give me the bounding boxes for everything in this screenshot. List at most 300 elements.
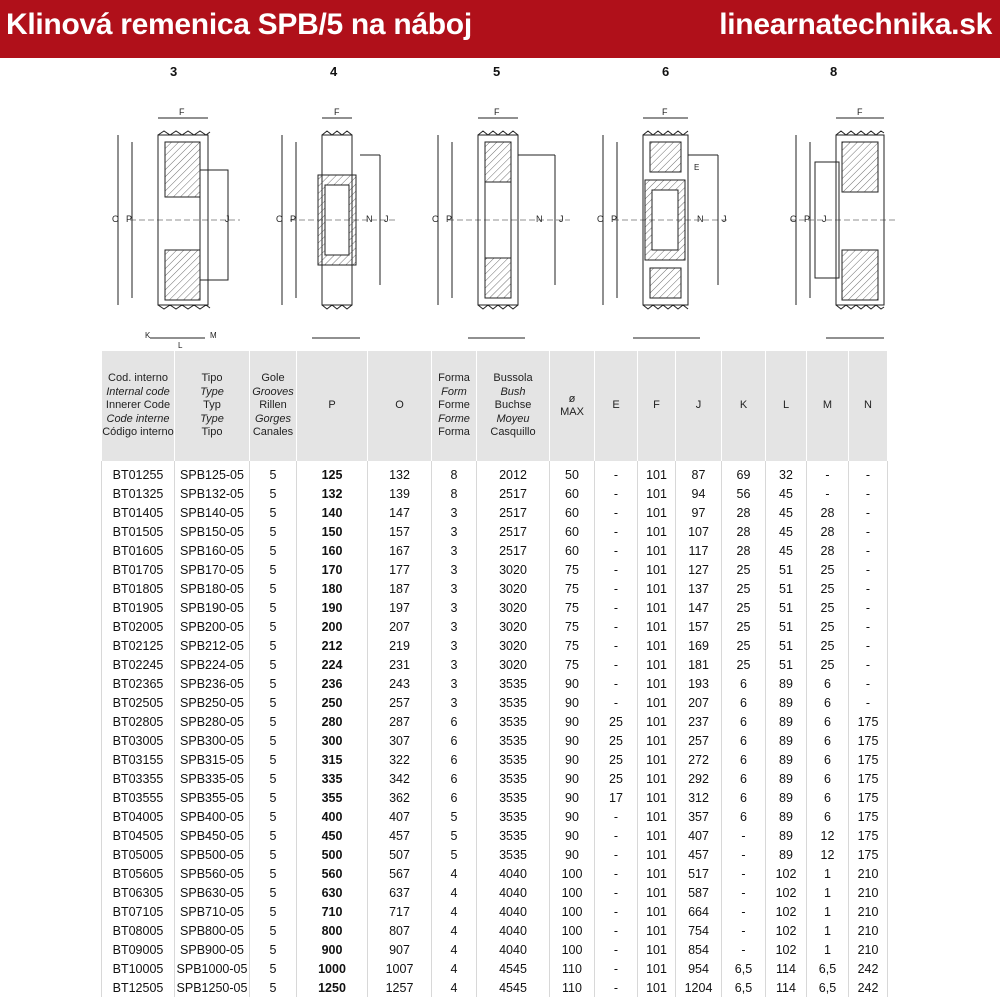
- cell-e: -: [595, 484, 638, 503]
- cell-type: SPB355-05: [175, 788, 250, 807]
- table-row: [102, 484, 888, 503]
- cell-n: -: [849, 636, 888, 655]
- cell-m: 25: [807, 579, 849, 598]
- cell-max: 75: [550, 560, 595, 579]
- cell-f: 101: [638, 655, 676, 674]
- cell-p: 250: [297, 693, 368, 712]
- cell-p: 355: [297, 788, 368, 807]
- cell-o: 322: [368, 750, 432, 769]
- cell-e: 25: [595, 750, 638, 769]
- header-bush: Bussola Bush Buchse Moyeu Casquillo: [477, 351, 550, 461]
- cell-j: 292: [676, 769, 722, 788]
- cell-f: 101: [638, 845, 676, 864]
- dim-label-f-form-4: F: [334, 107, 340, 117]
- cell-code: BT01905: [102, 598, 175, 617]
- cell-grooves: 5: [250, 579, 297, 598]
- cell-k: -: [722, 902, 766, 921]
- header-o: O: [368, 351, 432, 461]
- cell-e: -: [595, 978, 638, 997]
- header-k: K: [722, 351, 766, 461]
- cell-k: 6: [722, 712, 766, 731]
- cell-code: BT02125: [102, 636, 175, 655]
- cell-o: 362: [368, 788, 432, 807]
- cell-e: 25: [595, 769, 638, 788]
- cell-f: 101: [638, 579, 676, 598]
- cell-m: 28: [807, 522, 849, 541]
- cell-n: -: [849, 503, 888, 522]
- cell-o: 907: [368, 940, 432, 959]
- cell-j: 117: [676, 541, 722, 560]
- table-row: [102, 940, 888, 959]
- cell-grooves: 5: [250, 902, 297, 921]
- cell-max: 110: [550, 959, 595, 978]
- drawing-form-3: [118, 118, 240, 338]
- cell-max: 60: [550, 541, 595, 560]
- cell-e: 25: [595, 731, 638, 750]
- cell-o: 807: [368, 921, 432, 940]
- cell-m: 6: [807, 750, 849, 769]
- cell-k: 28: [722, 541, 766, 560]
- cell-e: -: [595, 883, 638, 902]
- cell-j: 954: [676, 959, 722, 978]
- cell-e: -: [595, 598, 638, 617]
- cell-p: 160: [297, 541, 368, 560]
- dim-label-j-form-8: J: [822, 214, 827, 224]
- cell-m: -: [807, 484, 849, 503]
- cell-bush: 3535: [477, 693, 550, 712]
- cell-grooves: 5: [250, 921, 297, 940]
- cell-l: 51: [766, 617, 807, 636]
- cell-form: 6: [432, 769, 477, 788]
- cell-o: 177: [368, 560, 432, 579]
- cell-m: 28: [807, 541, 849, 560]
- cell-max: 100: [550, 940, 595, 959]
- cell-l: 89: [766, 769, 807, 788]
- cell-max: 75: [550, 655, 595, 674]
- cell-p: 236: [297, 674, 368, 693]
- cell-max: 75: [550, 579, 595, 598]
- table-row: [102, 636, 888, 655]
- cell-o: 231: [368, 655, 432, 674]
- cell-code: BT04005: [102, 807, 175, 826]
- cell-max: 90: [550, 807, 595, 826]
- cell-grooves: 5: [250, 769, 297, 788]
- cell-p: 560: [297, 864, 368, 883]
- cell-e: -: [595, 541, 638, 560]
- cell-code: BT05605: [102, 864, 175, 883]
- cell-form: 3: [432, 693, 477, 712]
- table-row: [102, 978, 888, 997]
- cell-p: 900: [297, 940, 368, 959]
- cell-p: 1250: [297, 978, 368, 997]
- cell-l: 51: [766, 579, 807, 598]
- cell-type: SPB400-05: [175, 807, 250, 826]
- cell-bush: 2517: [477, 484, 550, 503]
- cell-m: 25: [807, 636, 849, 655]
- cell-p: 335: [297, 769, 368, 788]
- cell-bush: 3020: [477, 617, 550, 636]
- cell-f: 101: [638, 959, 676, 978]
- cell-f: 101: [638, 465, 676, 484]
- cell-grooves: 5: [250, 959, 297, 978]
- cell-j: 664: [676, 902, 722, 921]
- cell-n: 175: [849, 769, 888, 788]
- header-j: J: [676, 351, 722, 461]
- cell-f: 101: [638, 921, 676, 940]
- header-f: F: [638, 351, 676, 461]
- cell-o: 637: [368, 883, 432, 902]
- cell-type: SPB300-05: [175, 731, 250, 750]
- cell-m: 25: [807, 617, 849, 636]
- cell-e: -: [595, 655, 638, 674]
- cell-m: 6,5: [807, 978, 849, 997]
- cell-type: SPB180-05: [175, 579, 250, 598]
- cell-code: BT01705: [102, 560, 175, 579]
- cell-max: 90: [550, 712, 595, 731]
- cell-p: 200: [297, 617, 368, 636]
- cell-k: -: [722, 921, 766, 940]
- cell-type: SPB150-05: [175, 522, 250, 541]
- cell-l: 89: [766, 826, 807, 845]
- cell-max: 100: [550, 864, 595, 883]
- cell-code: BT03555: [102, 788, 175, 807]
- cell-j: 754: [676, 921, 722, 940]
- cell-grooves: 5: [250, 693, 297, 712]
- cell-p: 224: [297, 655, 368, 674]
- cell-code: BT01405: [102, 503, 175, 522]
- cell-f: 101: [638, 522, 676, 541]
- header-code: Cod. interno Internal code Innerer Code Code interne Código interno: [102, 351, 175, 461]
- cell-j: 357: [676, 807, 722, 826]
- cell-f: 101: [638, 940, 676, 959]
- cell-p: 132: [297, 484, 368, 503]
- cell-n: -: [849, 617, 888, 636]
- cell-form: 6: [432, 750, 477, 769]
- cell-j: 257: [676, 731, 722, 750]
- cell-l: 102: [766, 864, 807, 883]
- cell-max: 100: [550, 902, 595, 921]
- cell-o: 147: [368, 503, 432, 522]
- cell-bush: 2012: [477, 465, 550, 484]
- cell-grooves: 5: [250, 674, 297, 693]
- cell-f: 101: [638, 731, 676, 750]
- cell-code: BT01255: [102, 465, 175, 484]
- dim-label-j-form-5: J: [559, 214, 564, 224]
- cell-e: -: [595, 959, 638, 978]
- cell-form: 6: [432, 788, 477, 807]
- cell-n: -: [849, 484, 888, 503]
- cell-e: 17: [595, 788, 638, 807]
- cell-p: 800: [297, 921, 368, 940]
- cell-p: 1000: [297, 959, 368, 978]
- cell-type: SPB125-05: [175, 465, 250, 484]
- cell-p: 190: [297, 598, 368, 617]
- cell-form: 4: [432, 959, 477, 978]
- cell-n: 210: [849, 921, 888, 940]
- cell-form: 6: [432, 731, 477, 750]
- cell-f: 101: [638, 902, 676, 921]
- cell-type: SPB315-05: [175, 750, 250, 769]
- cell-bush: 3535: [477, 788, 550, 807]
- header-type: Tipo Type Typ Type Tipo: [175, 351, 250, 461]
- cell-k: 25: [722, 579, 766, 598]
- cell-l: 102: [766, 883, 807, 902]
- cell-bush: 3535: [477, 807, 550, 826]
- cell-p: 170: [297, 560, 368, 579]
- table-row: [102, 845, 888, 864]
- cell-bush: 4545: [477, 978, 550, 997]
- table-row: [102, 465, 888, 484]
- cell-type: SPB335-05: [175, 769, 250, 788]
- dim-label-n-form-4: N: [366, 214, 373, 224]
- dim-label-o-form-5: O: [432, 214, 440, 224]
- cell-o: 167: [368, 541, 432, 560]
- cell-grooves: 5: [250, 503, 297, 522]
- cell-form: 3: [432, 598, 477, 617]
- cell-bush: 3535: [477, 674, 550, 693]
- cell-k: -: [722, 845, 766, 864]
- cell-k: -: [722, 883, 766, 902]
- cell-n: -: [849, 522, 888, 541]
- table-body: [102, 461, 888, 997]
- cell-l: 45: [766, 484, 807, 503]
- cell-l: 45: [766, 522, 807, 541]
- dim-label-o-form-3: O: [112, 214, 120, 224]
- spec-table: [101, 351, 888, 997]
- cell-type: SPB500-05: [175, 845, 250, 864]
- cell-max: 90: [550, 788, 595, 807]
- page-header: [0, 0, 1000, 58]
- cell-bush: 4040: [477, 940, 550, 959]
- cell-max: 90: [550, 674, 595, 693]
- cell-code: BT02365: [102, 674, 175, 693]
- cell-grooves: 5: [250, 788, 297, 807]
- cell-max: 90: [550, 693, 595, 712]
- cell-j: 407: [676, 826, 722, 845]
- cell-code: BT02005: [102, 617, 175, 636]
- cell-code: BT02505: [102, 693, 175, 712]
- dim-label-p-form-5: P: [446, 214, 453, 224]
- cell-type: SPB236-05: [175, 674, 250, 693]
- form-label-5: 5: [493, 64, 501, 79]
- cell-form: 5: [432, 807, 477, 826]
- cell-grooves: 5: [250, 731, 297, 750]
- cell-j: 87: [676, 465, 722, 484]
- cell-max: 100: [550, 883, 595, 902]
- dim-label-f-form-5: F: [494, 107, 500, 117]
- cell-form: 3: [432, 674, 477, 693]
- cell-k: 6: [722, 788, 766, 807]
- cell-form: 4: [432, 864, 477, 883]
- cell-code: BT02805: [102, 712, 175, 731]
- cell-p: 400: [297, 807, 368, 826]
- cell-type: SPB140-05: [175, 503, 250, 522]
- cell-form: 8: [432, 465, 477, 484]
- cell-code: BT12505: [102, 978, 175, 997]
- cell-m: 1: [807, 902, 849, 921]
- table-row: [102, 902, 888, 921]
- form-label-4: 4: [330, 64, 338, 79]
- cell-p: 315: [297, 750, 368, 769]
- cell-bush: 3020: [477, 579, 550, 598]
- cell-o: 219: [368, 636, 432, 655]
- cell-type: SPB212-05: [175, 636, 250, 655]
- cell-form: 3: [432, 560, 477, 579]
- cell-l: 89: [766, 788, 807, 807]
- cell-e: -: [595, 826, 638, 845]
- table-row: [102, 674, 888, 693]
- table-row: [102, 883, 888, 902]
- cell-type: SPB630-05: [175, 883, 250, 902]
- cell-form: 3: [432, 522, 477, 541]
- cell-o: 132: [368, 465, 432, 484]
- cell-form: 4: [432, 921, 477, 940]
- cell-grooves: 5: [250, 636, 297, 655]
- cell-max: 60: [550, 503, 595, 522]
- cell-max: 110: [550, 978, 595, 997]
- cell-form: 3: [432, 579, 477, 598]
- cell-code: BT02245: [102, 655, 175, 674]
- cell-e: -: [595, 674, 638, 693]
- cell-m: -: [807, 465, 849, 484]
- cell-l: 51: [766, 560, 807, 579]
- cell-p: 280: [297, 712, 368, 731]
- cell-bush: 4040: [477, 883, 550, 902]
- cell-k: 25: [722, 598, 766, 617]
- cell-m: 28: [807, 503, 849, 522]
- form-label-8: 8: [830, 64, 838, 79]
- cell-m: 1: [807, 921, 849, 940]
- table-row: [102, 769, 888, 788]
- form-label-3: 3: [170, 64, 178, 79]
- cell-m: 6: [807, 731, 849, 750]
- cell-grooves: 5: [250, 807, 297, 826]
- cell-code: BT10005: [102, 959, 175, 978]
- dim-label-p-form-4: P: [290, 214, 297, 224]
- cell-max: 60: [550, 522, 595, 541]
- cell-grooves: 5: [250, 598, 297, 617]
- cell-l: 114: [766, 978, 807, 997]
- cell-bush: 3535: [477, 750, 550, 769]
- cell-o: 407: [368, 807, 432, 826]
- drawing-form-5: [438, 118, 570, 338]
- cell-l: 89: [766, 731, 807, 750]
- cell-n: 175: [849, 750, 888, 769]
- cell-l: 32: [766, 465, 807, 484]
- cell-code: BT04505: [102, 826, 175, 845]
- cell-k: 28: [722, 503, 766, 522]
- cell-grooves: 5: [250, 484, 297, 503]
- cell-j: 157: [676, 617, 722, 636]
- cell-n: -: [849, 560, 888, 579]
- dim-label-e-form-6: E: [694, 163, 700, 172]
- cell-j: 193: [676, 674, 722, 693]
- cell-o: 717: [368, 902, 432, 921]
- cell-j: 272: [676, 750, 722, 769]
- cell-k: 6,5: [722, 959, 766, 978]
- cell-k: 28: [722, 522, 766, 541]
- cell-form: 4: [432, 940, 477, 959]
- table-row: [102, 826, 888, 845]
- cell-o: 257: [368, 693, 432, 712]
- cell-f: 101: [638, 750, 676, 769]
- cell-p: 150: [297, 522, 368, 541]
- cell-m: 6,5: [807, 959, 849, 978]
- cell-f: 101: [638, 883, 676, 902]
- cell-e: -: [595, 921, 638, 940]
- cell-form: 6: [432, 712, 477, 731]
- cell-max: 90: [550, 826, 595, 845]
- cell-f: 101: [638, 617, 676, 636]
- cell-k: 6: [722, 731, 766, 750]
- header-l: L: [766, 351, 807, 461]
- dim-label-l-form-3: L: [178, 341, 183, 350]
- cell-code: BT01605: [102, 541, 175, 560]
- cell-o: 567: [368, 864, 432, 883]
- cell-o: 207: [368, 617, 432, 636]
- cell-j: 137: [676, 579, 722, 598]
- cell-bush: 3535: [477, 731, 550, 750]
- cell-e: -: [595, 845, 638, 864]
- cell-j: 207: [676, 693, 722, 712]
- pulley-drawings: [0, 80, 1000, 350]
- cell-bush: 3020: [477, 655, 550, 674]
- cell-j: 587: [676, 883, 722, 902]
- header-max: ø MAX: [550, 351, 595, 461]
- header-form: Forma Form Forme Forme Forma: [432, 351, 477, 461]
- cell-max: 60: [550, 484, 595, 503]
- cell-n: -: [849, 579, 888, 598]
- cell-grooves: 5: [250, 522, 297, 541]
- cell-type: SPB560-05: [175, 864, 250, 883]
- cell-m: 25: [807, 655, 849, 674]
- cell-bush: 2517: [477, 541, 550, 560]
- dim-label-k-form-3: K: [145, 331, 151, 340]
- cell-type: SPB1000-05: [175, 959, 250, 978]
- cell-max: 75: [550, 636, 595, 655]
- page-title: Klinová remenica SPB/5 na náboj: [6, 8, 472, 41]
- cell-f: 101: [638, 788, 676, 807]
- cell-form: 4: [432, 978, 477, 997]
- table-row: [102, 921, 888, 940]
- cell-l: 102: [766, 902, 807, 921]
- cell-bush: 3535: [477, 769, 550, 788]
- cell-m: 25: [807, 598, 849, 617]
- cell-grooves: 5: [250, 465, 297, 484]
- cell-j: 457: [676, 845, 722, 864]
- cell-f: 101: [638, 636, 676, 655]
- cell-e: -: [595, 807, 638, 826]
- cell-n: -: [849, 674, 888, 693]
- cell-j: 854: [676, 940, 722, 959]
- cell-n: 175: [849, 845, 888, 864]
- table-row: [102, 579, 888, 598]
- cell-type: SPB1250-05: [175, 978, 250, 997]
- cell-p: 300: [297, 731, 368, 750]
- cell-grooves: 5: [250, 560, 297, 579]
- cell-m: 6: [807, 712, 849, 731]
- cell-o: 139: [368, 484, 432, 503]
- cell-f: 101: [638, 503, 676, 522]
- cell-form: 5: [432, 845, 477, 864]
- cell-bush: 3020: [477, 560, 550, 579]
- cell-o: 507: [368, 845, 432, 864]
- dim-label-p-form-3: P: [126, 214, 133, 224]
- cell-m: 12: [807, 826, 849, 845]
- table-row: [102, 959, 888, 978]
- cell-p: 710: [297, 902, 368, 921]
- cell-form: 3: [432, 636, 477, 655]
